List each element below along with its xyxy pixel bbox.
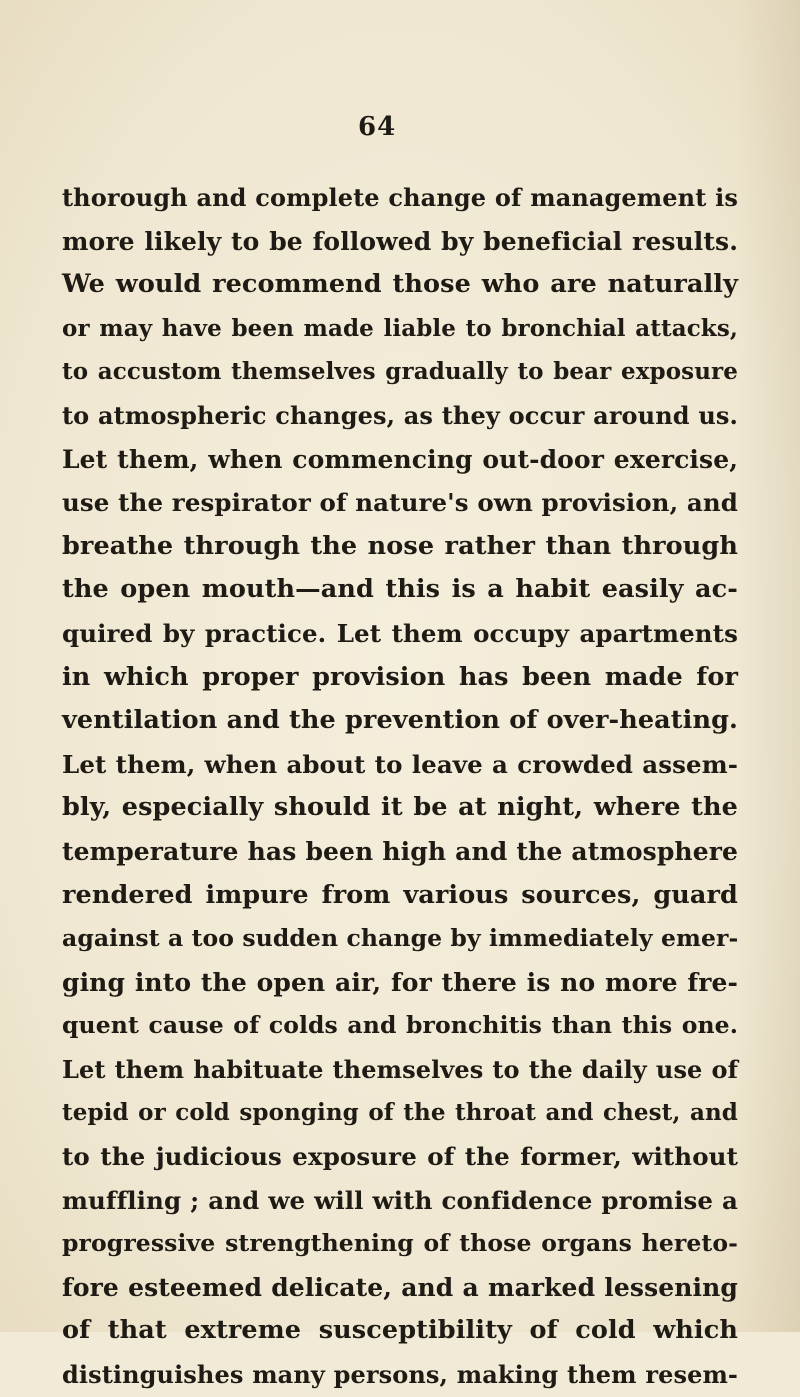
text-line: quent cause of colds and bronchitis than this one.: [62, 1011, 738, 1040]
text-line: Let them habituate themselves to the daily use of: [62, 1054, 738, 1084]
text-line: or may have been made liable to bronchial attacks,: [62, 314, 738, 342]
text-line: of that extreme susceptibility of cold which: [62, 1315, 738, 1346]
text-line: against a too sudden change by immediately emer-: [62, 924, 739, 953]
text-line: use the respirator of nature's own provision, and: [62, 488, 738, 518]
text-line: progressive strengthening of those organs hereto-: [62, 1229, 738, 1258]
text-line: thorough and complete change of management is: [62, 183, 738, 212]
text-line: temperature has been high and the atmosphere: [62, 836, 738, 866]
text-line: in which proper provision has been made for: [62, 661, 738, 692]
text-line: Let them, when about to leave a crowded assem-: [62, 749, 738, 779]
text-line: quired by practice. Let them occupy apartments: [62, 618, 738, 648]
text-line: ventilation and the prevention of over-heating.: [62, 705, 738, 736]
body-text: [62, 176, 738, 1397]
text-line: the open mouth—and this is a habit easily ac-: [62, 574, 738, 605]
page-number: 64: [358, 112, 397, 142]
text-line: to accustom themselves gradually to bear exposure: [62, 358, 738, 386]
text-line: We would recommend those who are naturally: [62, 269, 738, 300]
text-line: ging into the open air, for there is no more fre-: [62, 967, 738, 997]
text-line: to the judicious exposure of the former, without: [62, 1142, 738, 1172]
text-line: fore esteemed delicate, and a marked lessening: [62, 1272, 738, 1302]
text-line: muffling ; and we will with confidence promise a: [62, 1185, 738, 1215]
text-line: rendered impure from various sources, guard: [62, 879, 738, 910]
text-line: Let them, when commencing out-door exercise,: [62, 444, 738, 474]
text-line: to atmospheric changes, as they occur around us.: [62, 400, 738, 430]
text-line: bly, especially should it be at night, where the: [62, 792, 738, 823]
text-line: tepid or cold sponging of the throat and chest, and: [62, 1099, 738, 1127]
text-line: more likely to be followed by beneficial results.: [62, 226, 738, 256]
text-line: breathe through the nose rather than through: [62, 530, 738, 561]
text-line: distinguishes many persons, making them resem-: [62, 1360, 738, 1390]
